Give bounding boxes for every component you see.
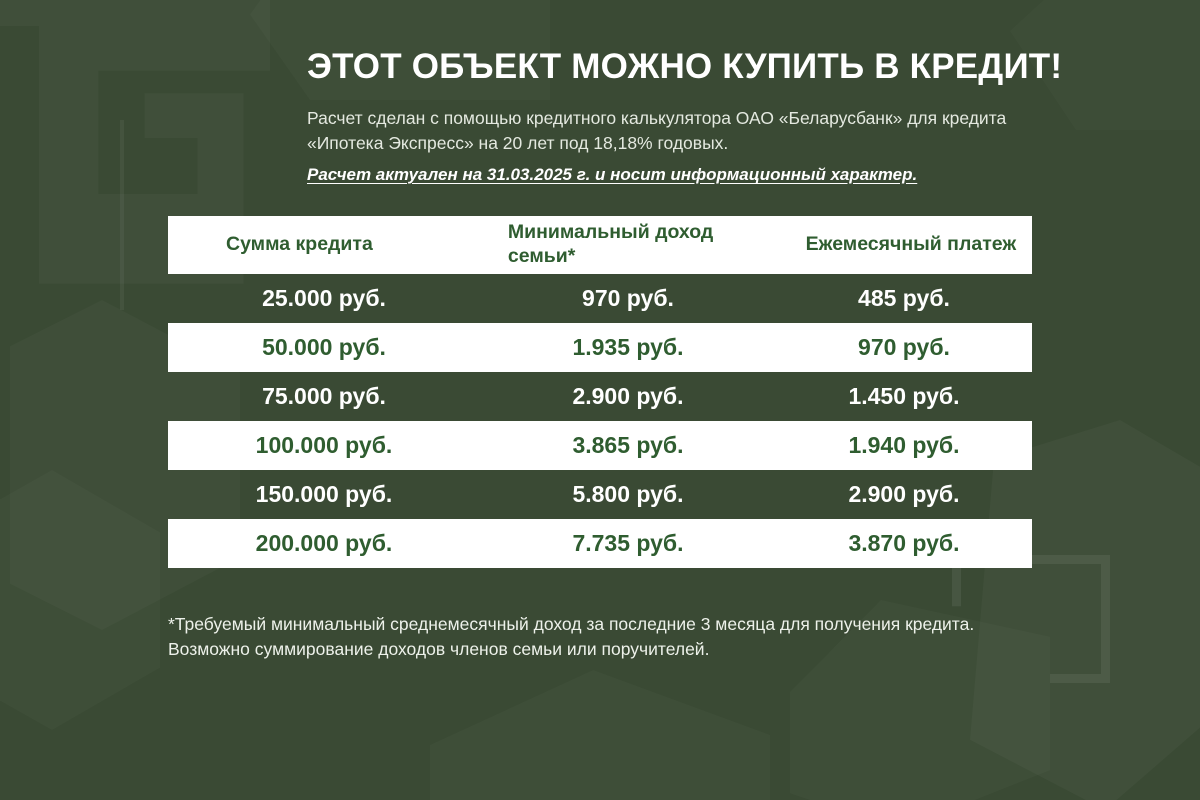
- cell-loan-amount: 50.000 руб.: [262, 334, 386, 360]
- cell-loan-amount: 200.000 руб.: [255, 530, 393, 556]
- footnote-text: *Требуемый минимальный среднемесячный доход за последние 3 месяца для получения кредита. Возможно суммирование доходов членов семьи или поручителей.: [168, 614, 975, 660]
- table-row: [168, 274, 1032, 323]
- cell-min-income: 970 руб.: [582, 285, 674, 311]
- deco-shape-bottom: [430, 670, 770, 800]
- table-header-row: [168, 216, 1032, 274]
- page-title: ЭТОТ ОБЪЕКТ МОЖНО КУПИТЬ В КРЕДИТ!: [307, 47, 1063, 86]
- cell-monthly-payment: 1.940 руб.: [848, 432, 960, 458]
- relevance-note: Расчет актуален на 31.03.2025 г. и носит информационный характер.: [307, 165, 918, 184]
- table-row: [168, 323, 1032, 372]
- cell-min-income: 5.800 руб.: [572, 481, 684, 507]
- cell-monthly-payment: 1.450 руб.: [848, 383, 960, 409]
- cell-min-income: 1.935 руб.: [572, 334, 684, 360]
- table-row: [168, 421, 1032, 470]
- cell-min-income: 2.900 руб.: [572, 383, 684, 409]
- cell-monthly-payment: 3.870 руб.: [848, 530, 960, 556]
- column-header-min-income: Минимальный доход семьи*: [507, 221, 714, 267]
- table-row: [168, 372, 1032, 421]
- deco-hexagon-left-bottom: [0, 470, 160, 730]
- cell-loan-amount: 25.000 руб.: [262, 285, 386, 311]
- cell-loan-amount: 75.000 руб.: [262, 383, 386, 409]
- credit-table: [168, 216, 1032, 568]
- cell-min-income: 7.735 руб.: [572, 530, 684, 556]
- cell-loan-amount: 150.000 руб.: [255, 481, 393, 507]
- cell-monthly-payment: 970 руб.: [858, 334, 950, 360]
- cell-loan-amount: 100.000 руб.: [255, 432, 393, 458]
- column-header-monthly-payment: Ежемесячный платеж: [805, 233, 1017, 256]
- deco-line-left: [120, 120, 124, 310]
- calculation-description: Расчет сделан с помощью кредитного калькулятора ОАО «Беларусбанк» для кредита «Ипотека Экспресс» на 20 лет под 18,18% годовых.: [307, 108, 1007, 153]
- table-row: [168, 519, 1032, 568]
- cell-monthly-payment: 485 руб.: [858, 285, 950, 311]
- cell-min-income: 3.865 руб.: [572, 432, 684, 458]
- column-header-loan-amount: Сумма кредита: [226, 233, 373, 256]
- cell-monthly-payment: 2.900 руб.: [848, 481, 960, 507]
- table-row: [168, 470, 1032, 519]
